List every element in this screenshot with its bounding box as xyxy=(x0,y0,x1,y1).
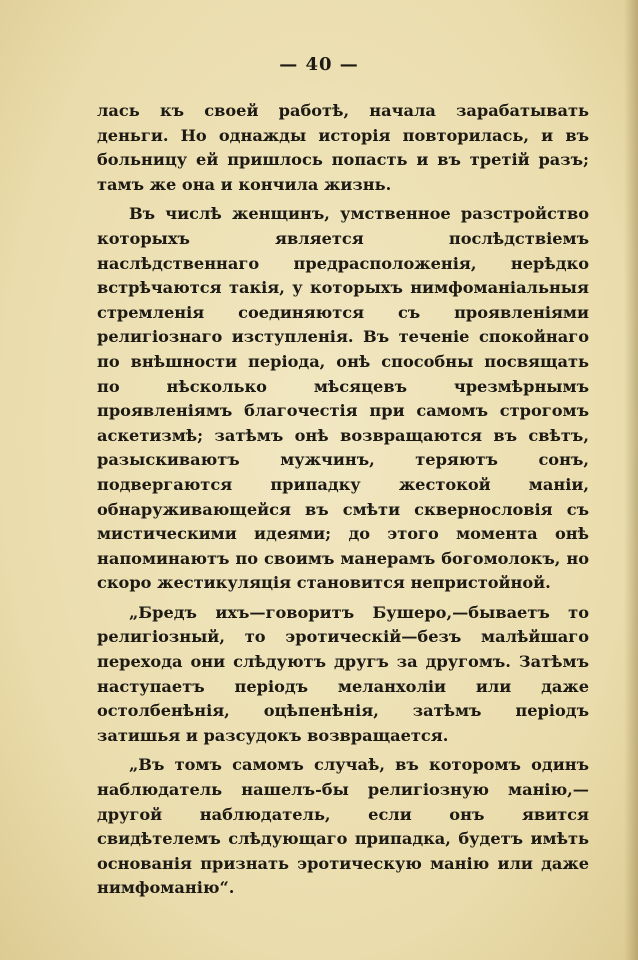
paragraph-4: „Въ томъ самомъ случаѣ, въ которомъ одинъ наблюдатель нашелъ-бы религіозную манію,—другой наблюдатель, если онъ явится свидѣтелемъ слѣдующаго припадка, будетъ имѣть основанія признать эротическую манію или даже нимфоманію“. xyxy=(97,755,589,898)
page-number: — 40 — xyxy=(279,54,359,75)
body-text xyxy=(97,99,589,906)
page-edge-shadow xyxy=(624,0,638,960)
paragraph-1: лась къ своей работѣ, начала зарабатывать деньги. Но однажды исторія повторилась, и въ больницу ей пришлось попасть и въ третій разъ; тамъ же она и кончила жизнь. xyxy=(97,101,589,194)
paragraph-3: „Бредъ ихъ—говоритъ Бушеро,—бываетъ то религіозный, то эротическій—безъ малѣйшаго перехода они слѣдуютъ другъ за другомъ. Затѣмъ наступаетъ періодъ меланхоліи или даже остолбенѣнія, оцѣпенѣнія, затѣмъ періодъ затишья и разсудокъ возвращается. xyxy=(97,602,589,745)
paragraph-2: Въ числѣ женщинъ, умственное разстройство которыхъ является послѣдствіемъ наслѣдственнаго предрасположенія, нерѣдко встрѣчаются такія, у которыхъ нимфоманіальныя стремленія соединяются съ проявленіями религіознаго изступленія. Въ теченіе спокойнаго по внѣшности періода, онѣ способны посвящать по нѣсколько мѣсяцевъ чрезмѣрнымъ проявленіямъ благочестія при самомъ строгомъ аскетизмѣ; затѣмъ онѣ возвращаются въ свѣтъ, разыскиваютъ мужчинъ, теряютъ сонъ, подвергаются припадку жестокой маніи, обнаруживающейся въ смѣти сквернословія съ мистическими идеями; до этого момента онѣ напоминаютъ по своимъ манерамъ богомолокъ, но скоро жестикуляція становится непристойной. xyxy=(97,204,589,593)
